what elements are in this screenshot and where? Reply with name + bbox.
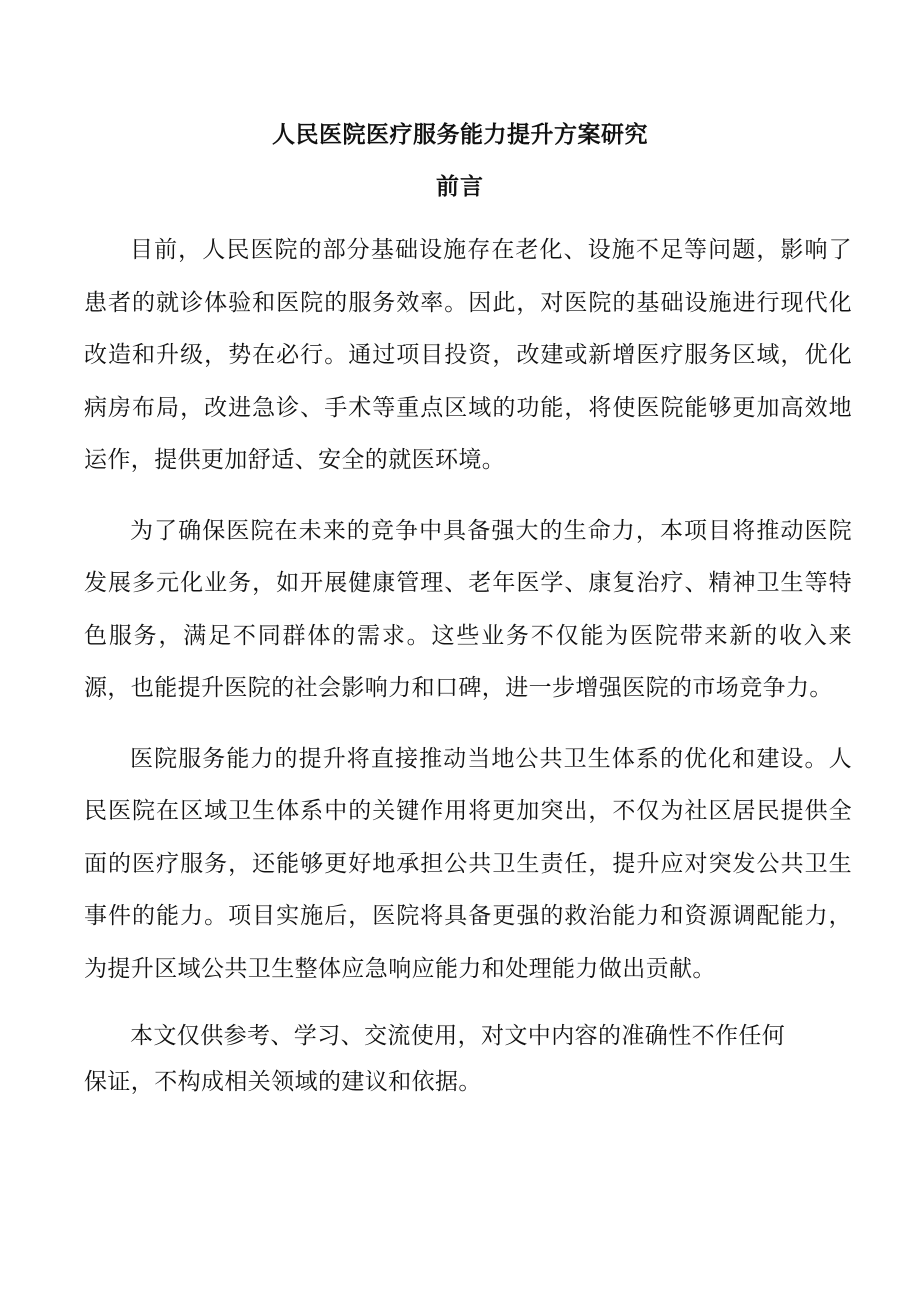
section-heading: 前言 [436,173,484,200]
paragraph-3: 医院服务能力的提升将直接推动当地公共卫生体系的优化和建设。人民医院在区域卫生体系中的关键作用将更加突出，不仅为社区居民提供全面的医疗服务，还能够更好地承担公共卫生责任，提升应对突发公共卫生事件的能力。项目实施后，医院将具备更强的救治能力和资源调配能力，为提升区域公共卫生整体应急响应能力和处理能力做出贡献。 [84,745,852,982]
disclaimer: 本文仅供参考、学习、交流使用，对文中内容的准确性不作任何保证，不构成相关领域的建议和依据。 [84,1023,786,1095]
paragraph-2: 为了确保医院在未来的竞争中具备强大的生命力，本项目将推动医院发展多元化业务，如开展健康管理、老年医学、康复治疗、精神卫生等特色服务，满足不同群体的需求。这些业务不仅能为医院带来新的收入来源，也能提升医院的社会影响力和口碑，进一步增强医院的市场竞争力。 [84,517,852,701]
document-title: 人民医院医疗服务能力提升方案研究 [272,121,648,148]
document-body [84,224,852,1105]
paragraph-1: 目前，人民医院的部分基础设施存在老化、设施不足等问题，影响了患者的就诊体验和医院的服务效率。因此，对医院的基础设施进行现代化改造和升级，势在必行。通过项目投资，改建或新增医疗服务区域，优化病房布局，改进急诊、手术等重点区域的功能，将使医院能够更加高效地运作，提供更加舒适、安全的就医环境。 [84,237,852,473]
